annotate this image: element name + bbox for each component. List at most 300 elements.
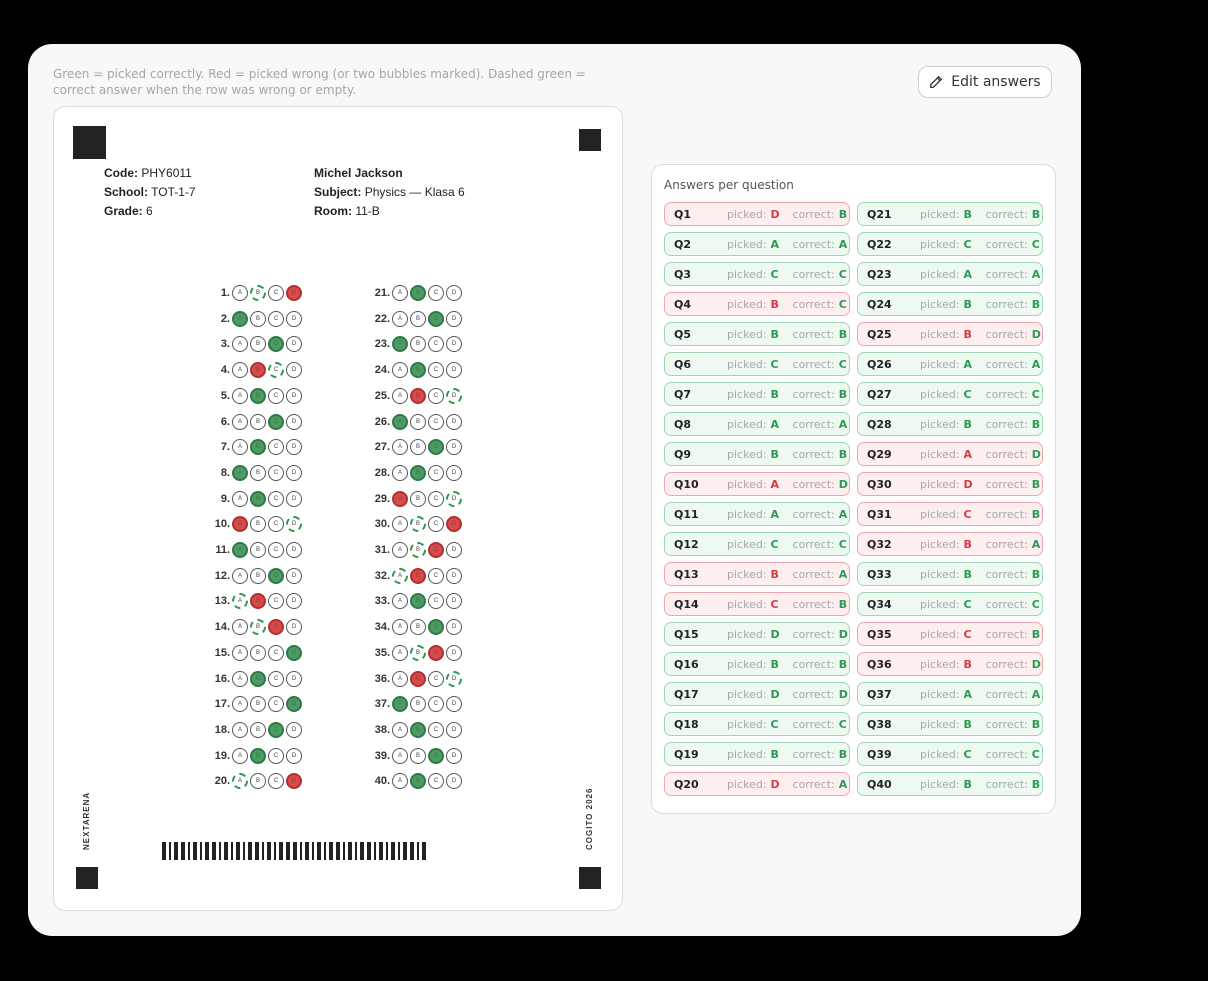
sheet-question-row xyxy=(360,590,464,612)
picked-label: picked: xyxy=(920,477,960,491)
answer-bubble: D xyxy=(446,645,462,661)
answer-bubble: C xyxy=(268,388,284,404)
answer-row xyxy=(857,682,1043,706)
answer-bubble: D xyxy=(446,671,462,687)
answer-bubble: B xyxy=(410,465,426,481)
answer-row xyxy=(857,382,1043,406)
picked-value: A xyxy=(770,237,780,251)
answer-bubble: A xyxy=(392,773,408,789)
sheet-question-number: 21. xyxy=(374,287,390,299)
answer-row xyxy=(857,562,1043,586)
sheet-question-number: 40. xyxy=(374,775,390,788)
correct-label: correct: xyxy=(985,687,1028,701)
answer-bubble: C xyxy=(428,722,444,738)
picked-value: C xyxy=(963,387,972,401)
barcode-bar xyxy=(224,842,228,860)
answer-row xyxy=(857,502,1043,526)
answer-bubble: C xyxy=(428,696,444,712)
correct-value: B xyxy=(1031,777,1041,791)
sheet-question-row xyxy=(200,308,304,330)
sheet-question-row xyxy=(200,333,304,355)
corner-marker xyxy=(73,126,106,159)
answer-row xyxy=(857,712,1043,736)
answer-bubble: C xyxy=(428,619,444,635)
correct-label: correct: xyxy=(792,657,835,671)
correct-label: correct: xyxy=(985,627,1028,641)
sheet-question-row xyxy=(200,565,304,587)
sheet-question-row xyxy=(360,385,464,407)
question-number: Q36 xyxy=(867,657,892,671)
answer-bubble: C xyxy=(428,568,444,584)
question-number: Q22 xyxy=(867,237,892,251)
correct-label: correct: xyxy=(985,297,1028,311)
question-number: Q7 xyxy=(674,387,692,401)
correct-value: D xyxy=(838,627,848,641)
sheet-question-number: 34. xyxy=(374,621,390,634)
answer-row xyxy=(857,592,1043,616)
sheet-question-row xyxy=(360,513,464,535)
correct-value: C xyxy=(1031,237,1040,251)
sheet-question-number: 19. xyxy=(214,749,230,762)
sheet-question-row xyxy=(360,745,464,767)
answer-bubble: B xyxy=(250,722,266,738)
correct-label: correct: xyxy=(985,417,1028,431)
edit-answers-button[interactable] xyxy=(918,66,1052,98)
answer-bubble: D xyxy=(286,722,302,738)
answer-bubble: C xyxy=(428,336,444,352)
answer-row xyxy=(664,292,850,316)
barcode-bar xyxy=(355,842,357,860)
picked-label: picked: xyxy=(727,747,767,761)
picked-label: picked: xyxy=(727,267,767,281)
correct-label: correct: xyxy=(792,537,835,551)
picked-value: B xyxy=(770,567,779,581)
picked-value: C xyxy=(770,717,779,731)
sheet-grade: 6 xyxy=(146,204,153,218)
sheet-question-row xyxy=(200,770,304,792)
answer-bubble: C xyxy=(428,362,444,378)
answer-bubble: B xyxy=(410,542,426,558)
answer-bubble: D xyxy=(446,619,462,635)
answer-bubble: B xyxy=(410,414,426,430)
question-number: Q1 xyxy=(674,207,692,221)
answer-bubble: A xyxy=(232,465,248,481)
picked-value: B xyxy=(963,207,972,221)
sheet-question-row xyxy=(360,693,464,715)
sheet-question-row xyxy=(360,308,464,330)
answer-bubble: B xyxy=(410,722,426,738)
picked-label: picked: xyxy=(727,417,767,431)
answer-bubble: C xyxy=(268,722,284,738)
picked-label: picked: xyxy=(920,297,960,311)
picked-label: picked: xyxy=(727,297,767,311)
picked-label: picked: xyxy=(727,657,767,671)
barcode-bar xyxy=(212,842,216,860)
sheet-question-row xyxy=(360,333,464,355)
picked-value: D xyxy=(770,687,780,701)
correct-value: B xyxy=(1031,207,1041,221)
answer-row xyxy=(664,562,850,586)
picked-value: C xyxy=(963,597,972,611)
sheet-question-row xyxy=(360,436,464,458)
question-number: Q19 xyxy=(674,747,699,761)
correct-label: correct: xyxy=(792,717,835,731)
picked-label: picked: xyxy=(920,717,960,731)
sheet-question-number: 22. xyxy=(374,312,390,325)
barcode-bar xyxy=(279,842,283,860)
answer-bubble: C xyxy=(268,285,284,301)
correct-label: correct: xyxy=(985,657,1028,671)
picked-label: picked: xyxy=(920,267,960,281)
barcode-bar xyxy=(374,842,376,860)
sheet-question-number: 17. xyxy=(214,698,230,711)
answer-bubble: D xyxy=(446,311,462,327)
barcode-bar xyxy=(286,842,290,860)
sheet-question-row xyxy=(360,770,464,792)
answer-bubble: D xyxy=(446,773,462,789)
answer-row xyxy=(857,622,1043,646)
answer-bubble: A xyxy=(232,542,248,558)
answer-row xyxy=(664,412,850,436)
answer-bubble: A xyxy=(232,362,248,378)
picked-label: picked: xyxy=(727,627,767,641)
correct-value: B xyxy=(838,387,848,401)
sheet-question-number: 35. xyxy=(374,646,390,659)
sheet-meta-left: Code: PHY6011 School: TOT-1-7 Grade: 6 xyxy=(104,166,196,218)
answer-row xyxy=(857,202,1043,226)
answer-row xyxy=(857,232,1043,256)
answer-bubble: C xyxy=(268,465,284,481)
picked-value: B xyxy=(770,447,779,461)
correct-label: correct: xyxy=(985,357,1028,371)
answer-row xyxy=(664,652,850,676)
answer-bubble: C xyxy=(268,671,284,687)
answer-row xyxy=(857,772,1043,796)
picked-value: A xyxy=(963,267,973,281)
sheet-question-row xyxy=(200,462,304,484)
question-number: Q6 xyxy=(674,357,692,371)
answer-row xyxy=(664,202,850,226)
picked-value: B xyxy=(963,537,972,551)
question-number: Q16 xyxy=(674,657,699,671)
question-number: Q25 xyxy=(867,327,892,341)
correct-value: D xyxy=(1031,327,1041,341)
sheet-question-row xyxy=(200,616,304,638)
answer-bubble: D xyxy=(286,439,302,455)
correct-label: correct: xyxy=(792,267,835,281)
answer-bubble: A xyxy=(232,619,248,635)
barcode-bar xyxy=(398,842,400,860)
sheet-meta-right: Michel Jackson Subject: Physics — Klasa 6 Room: 11-B xyxy=(314,166,465,218)
answer-bubble: D xyxy=(446,696,462,712)
correct-label: correct: xyxy=(985,717,1028,731)
picked-label: picked: xyxy=(920,417,960,431)
picked-label: picked: xyxy=(727,567,767,581)
picked-value: A xyxy=(770,507,780,521)
answer-row xyxy=(664,322,850,346)
question-number: Q26 xyxy=(867,357,892,371)
picked-label: picked: xyxy=(727,237,767,251)
barcode-bar xyxy=(231,842,233,860)
answer-bubble: D xyxy=(286,465,302,481)
question-number: Q11 xyxy=(674,507,699,521)
barcode-bar xyxy=(219,842,221,860)
barcode-bar xyxy=(162,842,166,860)
question-number: Q21 xyxy=(867,207,892,221)
answer-bubble: A xyxy=(392,388,408,404)
question-number: Q29 xyxy=(867,447,892,461)
picked-value: D xyxy=(770,627,780,641)
answer-bubble: D xyxy=(286,491,302,507)
sheet-question-row xyxy=(200,668,304,690)
picked-label: picked: xyxy=(727,447,767,461)
barcode-bar xyxy=(343,842,345,860)
answers-panel xyxy=(651,164,1056,814)
answer-row xyxy=(664,472,850,496)
picked-value: B xyxy=(963,717,972,731)
answer-bubble: C xyxy=(428,311,444,327)
sheet-question-number: 24. xyxy=(374,364,390,377)
answer-bubble: C xyxy=(268,696,284,712)
sheet-school: TOT-1-7 xyxy=(151,185,196,199)
question-number: Q34 xyxy=(867,597,892,611)
correct-value: C xyxy=(1031,597,1040,611)
barcode-bar xyxy=(300,842,302,860)
answer-bubble: A xyxy=(392,516,408,532)
picked-value: C xyxy=(770,537,779,551)
barcode-bar xyxy=(267,842,271,860)
answer-bubble: A xyxy=(232,491,248,507)
answer-bubble: D xyxy=(286,285,302,301)
question-number: Q38 xyxy=(867,717,892,731)
answer-bubble: B xyxy=(250,542,266,558)
barcode-bar xyxy=(379,842,383,860)
sheet-question-row xyxy=(200,282,304,304)
barcode-bar xyxy=(169,842,171,860)
answer-bubble: B xyxy=(410,336,426,352)
barcode-bar xyxy=(403,842,407,860)
answer-bubble: C xyxy=(268,311,284,327)
sheet-question-row xyxy=(360,359,464,381)
picked-value: B xyxy=(963,327,972,341)
picked-label: picked: xyxy=(727,387,767,401)
answer-bubble: B xyxy=(410,645,426,661)
question-number: Q24 xyxy=(867,297,892,311)
answer-bubble: A xyxy=(392,593,408,609)
answer-bubble: D xyxy=(286,773,302,789)
picked-value: A xyxy=(963,357,973,371)
answer-bubble: A xyxy=(392,671,408,687)
answer-bubble: D xyxy=(446,542,462,558)
question-number: Q37 xyxy=(867,687,892,701)
answer-bubble: A xyxy=(232,593,248,609)
answer-bubble: A xyxy=(392,465,408,481)
answer-bubble: D xyxy=(286,619,302,635)
question-number: Q2 xyxy=(674,237,692,251)
barcode-bar xyxy=(317,842,321,860)
answer-bubble: A xyxy=(392,439,408,455)
answer-bubble: B xyxy=(250,593,266,609)
question-number: Q32 xyxy=(867,537,892,551)
picked-value: D xyxy=(770,777,780,791)
correct-value: C xyxy=(838,717,847,731)
question-number: Q17 xyxy=(674,687,699,701)
sheet-question-number: 5. xyxy=(220,389,230,402)
sheet-question-number: 4. xyxy=(220,364,230,377)
sheet-room: 11-B xyxy=(355,204,380,218)
correct-value: A xyxy=(838,417,848,431)
question-number: Q14 xyxy=(674,597,699,611)
sheet-question-row xyxy=(360,565,464,587)
answer-row xyxy=(664,442,850,466)
sheet-question-number: 23. xyxy=(374,338,390,351)
answer-bubble: B xyxy=(410,388,426,404)
answer-bubble: A xyxy=(232,311,248,327)
correct-label: correct: xyxy=(792,687,835,701)
picked-label: picked: xyxy=(920,447,960,461)
correct-label: correct: xyxy=(985,267,1028,281)
answer-bubble: C xyxy=(268,362,284,378)
barcode-bar xyxy=(205,842,209,860)
answer-bubble: D xyxy=(286,568,302,584)
sheet-question-number: 13. xyxy=(214,595,230,608)
answer-bubble: A xyxy=(392,542,408,558)
correct-label: correct: xyxy=(985,597,1028,611)
answer-bubble: B xyxy=(250,414,266,430)
barcode-bar xyxy=(410,842,414,860)
question-number: Q30 xyxy=(867,477,892,491)
answer-bubble: C xyxy=(268,516,284,532)
correct-value: B xyxy=(1031,507,1041,521)
answer-bubble: B xyxy=(250,311,266,327)
answer-bubble: B xyxy=(250,516,266,532)
answer-bubble: D xyxy=(446,568,462,584)
picked-label: picked: xyxy=(727,477,767,491)
correct-value: C xyxy=(838,267,847,281)
answer-bubble: A xyxy=(392,748,408,764)
answer-bubble: C xyxy=(428,439,444,455)
picked-label: picked: xyxy=(920,327,960,341)
answer-bubble: B xyxy=(410,593,426,609)
answer-bubble: C xyxy=(428,542,444,558)
answer-bubble: A xyxy=(232,285,248,301)
picked-label: picked: xyxy=(727,597,767,611)
picked-label: picked: xyxy=(920,207,960,221)
sheet-question-number: 18. xyxy=(214,723,230,736)
sheet-question-row xyxy=(360,462,464,484)
correct-value: C xyxy=(838,297,847,311)
sheet-question-row xyxy=(360,282,464,304)
correct-label: correct: xyxy=(792,747,835,761)
sheet-question-number: 8. xyxy=(220,466,230,479)
answer-bubble: C xyxy=(268,748,284,764)
correct-label: correct: xyxy=(985,507,1028,521)
student-name: Michel Jackson xyxy=(314,166,403,180)
answer-bubble: B xyxy=(250,619,266,635)
question-number: Q28 xyxy=(867,417,892,431)
corner-marker xyxy=(579,129,601,151)
answer-bubble: D xyxy=(446,593,462,609)
question-number: Q39 xyxy=(867,747,892,761)
answer-bubble: C xyxy=(268,336,284,352)
sheet-question-row xyxy=(360,539,464,561)
answer-bubble: A xyxy=(392,645,408,661)
picked-label: picked: xyxy=(920,657,960,671)
pencil-icon xyxy=(929,75,943,89)
answer-bubble: C xyxy=(428,645,444,661)
answer-row xyxy=(664,622,850,646)
correct-label: correct: xyxy=(792,447,835,461)
answer-bubble: D xyxy=(286,671,302,687)
correct-value: D xyxy=(1031,447,1041,461)
answer-bubble: B xyxy=(250,491,266,507)
picked-value: C xyxy=(963,237,972,251)
answer-bubble: A xyxy=(232,388,248,404)
answer-bubble: C xyxy=(428,285,444,301)
answer-bubble: B xyxy=(250,439,266,455)
sheet-question-row xyxy=(200,411,304,433)
sheet-question-row xyxy=(360,668,464,690)
picked-value: C xyxy=(963,507,972,521)
answer-row xyxy=(857,532,1043,556)
sheet-question-row xyxy=(360,488,464,510)
answer-bubble: B xyxy=(410,773,426,789)
sheet-question-number: 15. xyxy=(214,646,230,659)
side-text-right: COGITO 2026 xyxy=(585,787,594,850)
barcode-bar xyxy=(367,842,371,860)
answer-bubble: A xyxy=(232,439,248,455)
answer-bubble: B xyxy=(410,619,426,635)
corner-marker xyxy=(579,867,601,889)
correct-label: correct: xyxy=(985,477,1028,491)
picked-value: B xyxy=(963,777,972,791)
sheet-question-number: 32. xyxy=(374,569,390,582)
correct-value: A xyxy=(838,237,848,251)
question-number: Q23 xyxy=(867,267,892,281)
correct-value: C xyxy=(838,537,847,551)
correct-value: C xyxy=(838,357,847,371)
picked-label: picked: xyxy=(920,747,960,761)
legend-text: Green = picked correctly. Red = picked wrong (or two bubbles marked). Dashed green = correct answer when the row was wrong or empty. xyxy=(53,67,586,97)
correct-value: D xyxy=(838,477,848,491)
picked-label: picked: xyxy=(920,567,960,581)
answer-bubble: D xyxy=(446,491,462,507)
answer-row xyxy=(857,412,1043,436)
sheet-question-row xyxy=(200,513,304,535)
picked-value: B xyxy=(963,567,972,581)
answer-bubble: A xyxy=(392,696,408,712)
answer-row xyxy=(664,742,850,766)
sheet-question-number: 25. xyxy=(374,389,390,402)
answer-bubble: C xyxy=(428,773,444,789)
sheet-question-number: 31. xyxy=(374,544,390,556)
sheet-question-number: 1. xyxy=(220,287,230,299)
sheet-question-number: 36. xyxy=(374,672,390,685)
picked-label: picked: xyxy=(727,357,767,371)
question-number: Q20 xyxy=(674,777,699,791)
sheet-question-number: 10. xyxy=(214,518,230,531)
answer-bubble: B xyxy=(410,748,426,764)
question-number: Q8 xyxy=(674,417,692,431)
answer-bubble: C xyxy=(268,619,284,635)
barcode-bar xyxy=(262,842,264,860)
answer-bubble: B xyxy=(250,671,266,687)
picked-label: picked: xyxy=(727,777,767,791)
sheet-question-number: 6. xyxy=(220,415,230,428)
picked-label: picked: xyxy=(727,327,767,341)
barcode-bar xyxy=(174,842,178,860)
answer-bubble: A xyxy=(232,671,248,687)
